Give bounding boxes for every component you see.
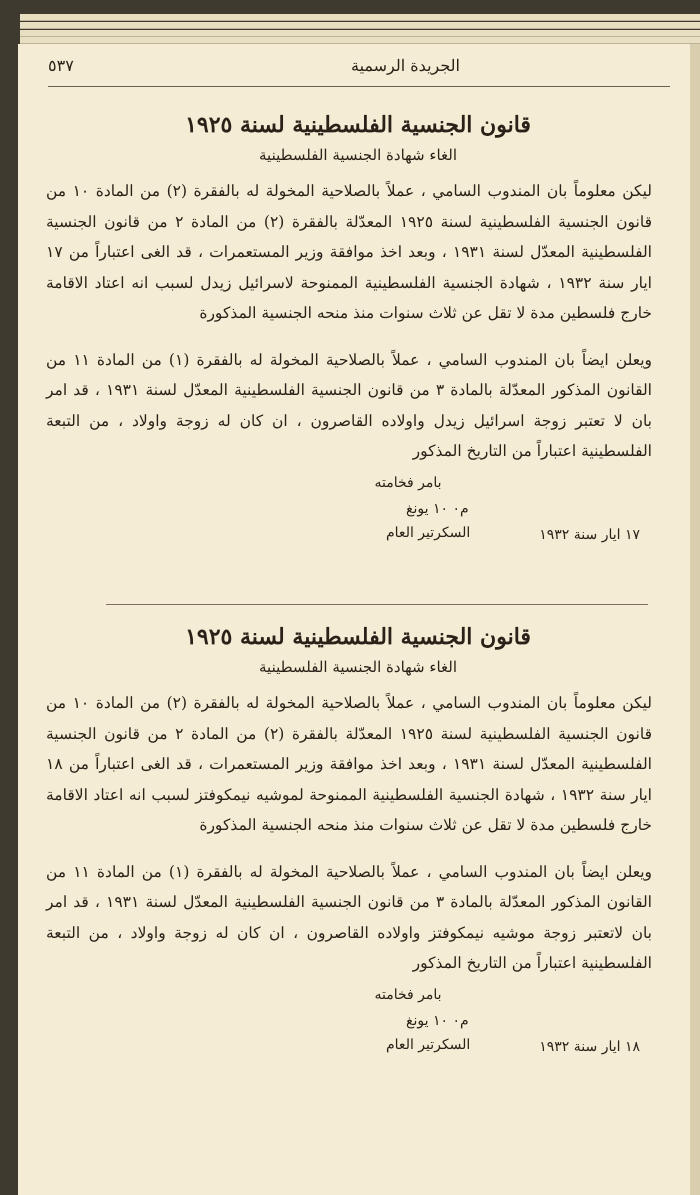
page-stack-edge (20, 30, 700, 37)
notice-paragraph: ويعلن ايضاً بان المندوب السامي ، عملاً بالصلاحية المخولة له بالفقرة (١) من المادة ١١ من القانون المذكور المعدّلة بالمادة ٣ من قانون الجنسية الفلسطينية المعدّل لسنة ١٩٣١ ، قد امر بان لاتعتبر زوجة موشيه نيمكوفتز واولاده القاصرون ، ان كان له زوجة واولاد ، من التبعة الفلسطينية اعتباراً من التاريخ المذكور (46, 862, 653, 972)
notice-paragraph: ليكن معلوماً بان المندوب السامي ، عملاً بالصلاحية المخولة له بالفقرة (٢) من المادة ١٠ من قانون الجنسية الفلسطينية لسنة ١٩٢٥ المعدّلة بالفقرة (٢) من المادة ٢ من قانون الجنسية الفلسطينية المعدّل لسنة ١٩٣١ ، وبعد اخذ موافقة وزير المستعمرات ، قد الغى اعتباراً من ١٨ ايار سنة ١٩٣٢ ، شهادة الجنسية الفلسطينية الممنوحة لموشيه نيمكوفتز لسبب انه اعتاد الاقامة خارج فلسطين مدة لا تقل عن ثلاث سنوات منذ منحه الجنسية المذكورة (46, 694, 652, 834)
notice-date: ١٨ ايار سنة ١٩٣٢ (539, 1038, 640, 1055)
page-number: ٥٣٧ (48, 56, 74, 75)
page-stack-edge (20, 14, 700, 21)
page-stack-edge (20, 37, 700, 44)
notice-1 (46, 112, 670, 551)
notice-title: قانون الجنسية الفلسطينية لسنة ١٩٢٥ (185, 624, 531, 650)
header-rule (48, 86, 670, 87)
command-line: بامر فخامته (374, 986, 442, 1003)
notice-subtitle: الغاء شهادة الجنسية الفلسطينية (259, 146, 457, 164)
notice-paragraph: ويعلن ايضاً بان المندوب السامي ، عملاً بالصلاحية المخولة له بالفقرة (١) من المادة ١١ من القانون المذكور المعدّلة بالمادة ٣ من قانون الجنسية الفلسطينية المعدّل لسنة ١٩٣١ ، قد امر بان لا تعتبر زوجة اسرائيل زيدل واولاده القاصرون ، ان كان له زوجة واولاد ، من التبعة الفلسطينية اعتباراً من التاريخ المذكور (46, 350, 653, 460)
binding-strip (690, 44, 700, 1195)
page-header (48, 56, 670, 80)
gazette-page (18, 44, 700, 1195)
notice-date: ١٧ ايار سنة ١٩٣٢ (539, 526, 640, 543)
signatory-name: م٠ ١٠ يونغ (406, 500, 469, 517)
notice-paragraph: ليكن معلوماً بان المندوب السامي ، عملاً بالصلاحية المخولة له بالفقرة (٢) من المادة ١٠ من قانون الجنسية الفلسطينية لسنة ١٩٢٥ المعدّلة بالفقرة (٢) من المادة ٢ من قانون الجنسية الفلسطينية المعدّل لسنة ١٩٣١ ، وبعد اخذ موافقة وزير المستعمرات ، قد الغى اعتباراً من ١٧ ايار سنة ١٩٣٢ ، شهادة الجنسية الفلسطينية الممنوحة لاسرائيل زيدل لسبب انه اعتاد الاقامة خارج فلسطين مدة لا تقل عن ثلاث سنوات منذ منحه الجنسية المذكورة (46, 182, 652, 322)
notice-2 (46, 624, 670, 1063)
notice-subtitle: الغاء شهادة الجنسية الفلسطينية (259, 658, 457, 676)
notice-title: قانون الجنسية الفلسطينية لسنة ١٩٢٥ (185, 112, 531, 138)
notice-separator (106, 604, 648, 605)
signatory-name: م٠ ١٠ يونغ (406, 1012, 469, 1029)
page-stack-edge (20, 22, 700, 29)
signatory-role: السكرتير العام (386, 524, 471, 541)
signatory-role: السكرتير العام (386, 1036, 471, 1053)
running-title: الجريدة الرسمية (350, 56, 460, 75)
signature-block (46, 1013, 670, 1063)
command-line: بامر فخامته (374, 474, 442, 491)
signature-block (46, 501, 670, 551)
